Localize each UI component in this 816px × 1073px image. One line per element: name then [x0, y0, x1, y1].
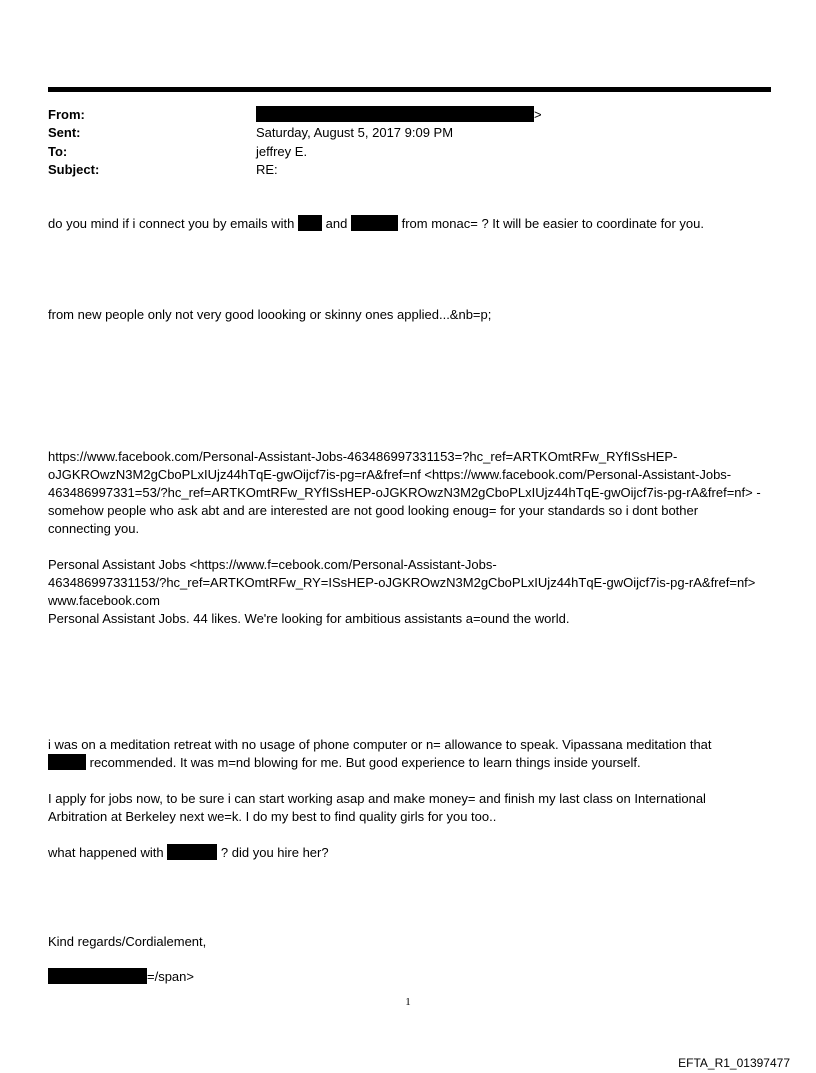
- body-line: Arbitration at Berkeley next we=k. I do my best to find quality girls for you too..: [48, 809, 497, 824]
- body-line: from new people only not very good loooking or skinny ones applied...&nb=p;: [48, 307, 492, 322]
- subject-label: Subject:: [48, 162, 100, 177]
- body-text: ? did you hire her?: [220, 845, 329, 860]
- body-text: what happened with: [48, 845, 164, 860]
- body-line: 463486997331=53/?hc_ref=ARTKOmtRFw_RYfISsHEP-oJGKROwzN3M2gCboPLxIUjz44hTqE-gwOijcf7is-pg-rA&fref=nf> -: [48, 485, 761, 500]
- redaction-box: [298, 215, 322, 231]
- sent-label: Sent:: [48, 125, 81, 140]
- redaction-box: [167, 844, 217, 860]
- to-value: jeffrey E.: [256, 144, 308, 159]
- page-number: 1: [405, 996, 411, 1008]
- email-body: [48, 0, 783, 1000]
- body-line: i was on a meditation retreat with no usage of phone computer or n= allowance to speak. Vipassana meditation that: [48, 737, 712, 752]
- redaction-box: [48, 754, 86, 770]
- body-text: recommended. It was m=nd blowing for me. But good experience to learn things inside yourself.: [89, 755, 641, 770]
- redaction-box: [351, 215, 398, 231]
- from-label: From:: [48, 107, 85, 122]
- bates-number: EFTA_R1_01397477: [678, 1056, 790, 1070]
- body-text: from monac= ? It will be easier to coordinate for you.: [401, 216, 705, 231]
- body-line: www.facebook.com: [48, 593, 160, 608]
- body-line: [48, 215, 704, 233]
- body-line: [48, 754, 641, 772]
- body-text: =/span>: [147, 969, 194, 984]
- body-line: I apply for jobs now, to be sure i can start working asap and make money= and finish my last class on International: [48, 791, 706, 806]
- body-line: [48, 844, 329, 862]
- body-line: oJGKROwzN3M2gCboPLxIUjz44hTqE-gwOijcf7is-pg=rA&fref=nf <https://www.facebook.com/Personal-Assistant-Jobs-: [48, 467, 732, 482]
- body-text: do you mind if i connect you by emails with: [48, 216, 295, 231]
- redaction-box: [48, 968, 147, 984]
- sent-value: Saturday, August 5, 2017 9:09 PM: [256, 125, 454, 140]
- body-line: Kind regards/Cordialement,: [48, 934, 207, 949]
- body-line: 463486997331153/?hc_ref=ARTKOmtRFw_RY=ISsHEP-oJGKROwzN3M2gCboPLxIUjz44hTqE-gwOijcf7is-pg-rA&fref=nf>: [48, 575, 756, 590]
- body-line: Personal Assistant Jobs <https://www.f=cebook.com/Personal-Assistant-Jobs-: [48, 557, 497, 572]
- body-line: connecting you.: [48, 521, 140, 536]
- subject-value: RE:: [256, 162, 278, 177]
- signature-line: [48, 968, 194, 986]
- body-line: somehow people who ask abt and are interested are not good looking enoug= for your standards so i dont bother: [48, 503, 699, 518]
- body-line: Personal Assistant Jobs. 44 likes. We're looking for ambitious assistants a=ound the world.: [48, 611, 570, 626]
- body-line: https://www.facebook.com/Personal-Assistant-Jobs-463486997331153=?hc_ref=ARTKOmtRFw_RYfISsHEP-: [48, 449, 678, 464]
- body-text: and: [325, 216, 348, 231]
- to-label: To:: [48, 144, 68, 159]
- from-suffix: >: [534, 107, 542, 122]
